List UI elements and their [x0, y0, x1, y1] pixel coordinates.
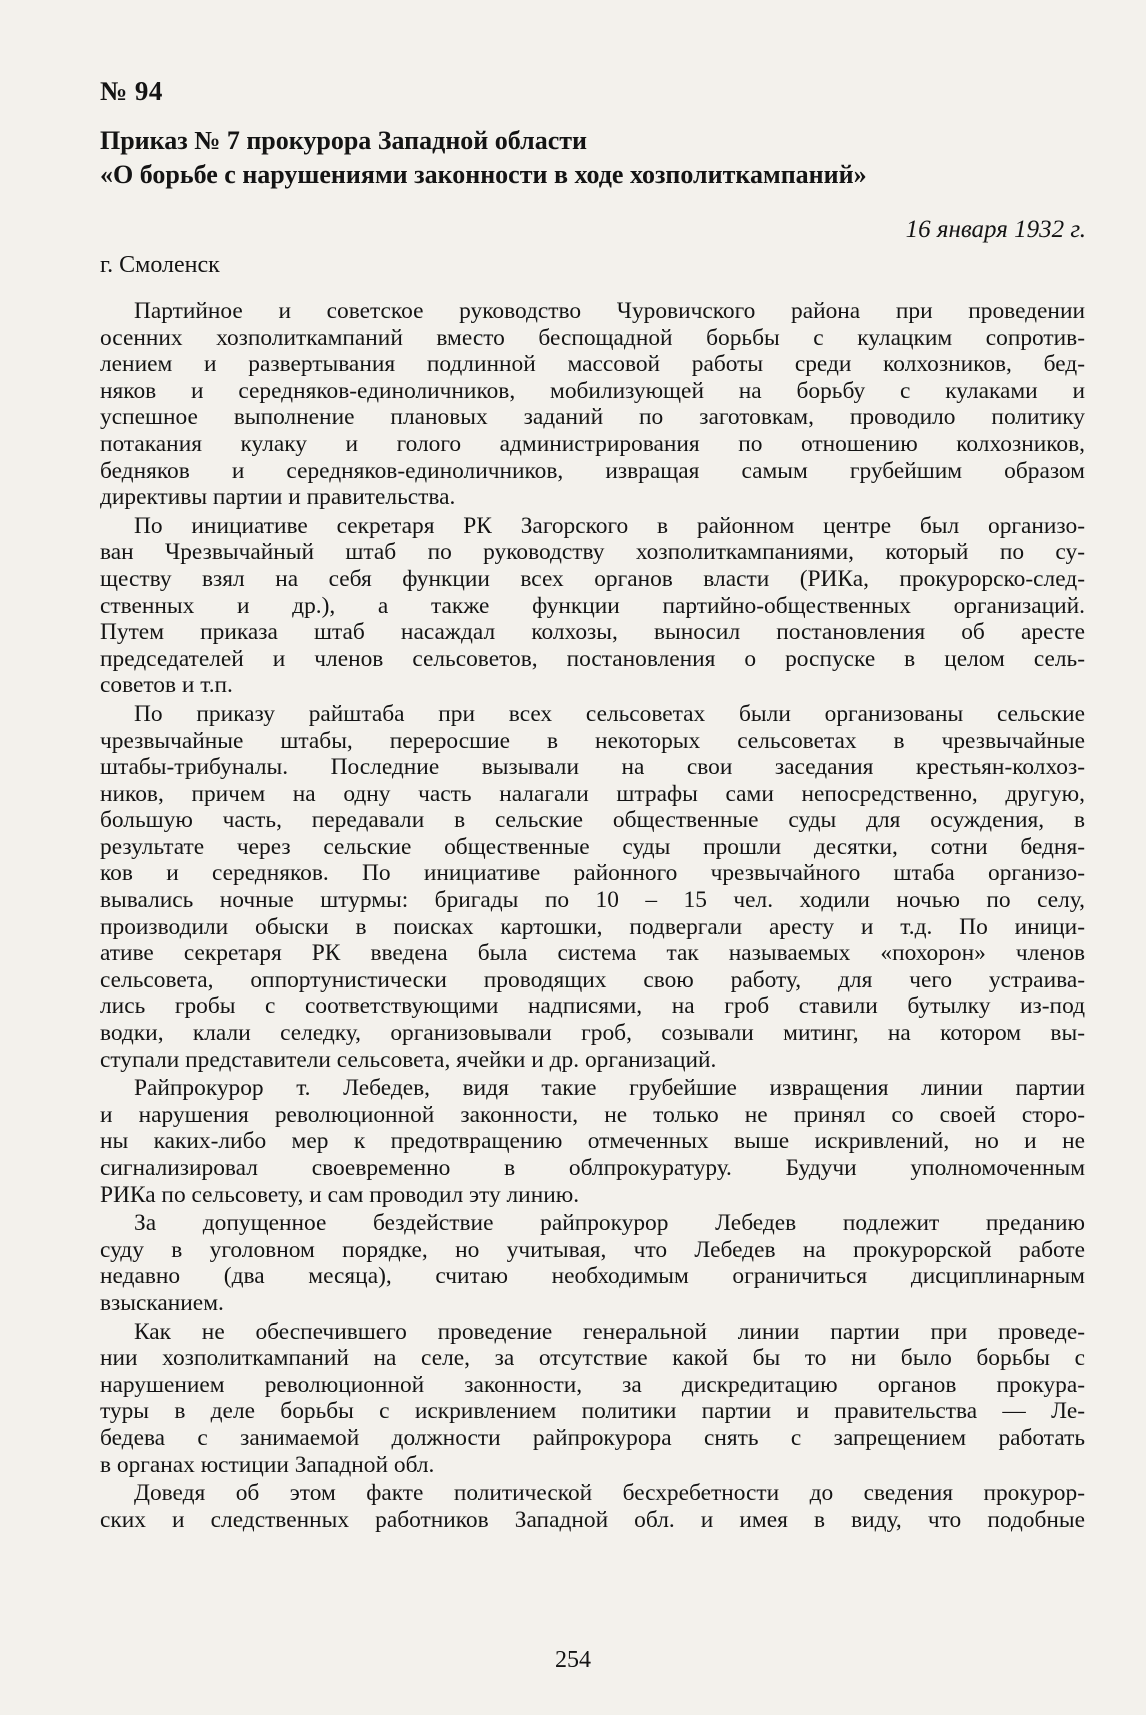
paragraph-line: ществу взял на себя функции всех органов власти (РИКа, прокурорско-след- [100, 565, 1085, 592]
paragraph-line: няков и середняков-единоличников, мобилизующей на борьбу с кулаками и [100, 377, 1085, 404]
paragraph-line: ны каких-либо мер к предотвращению отмеченных выше искривлений, но и не [100, 1128, 1085, 1155]
paragraph-line: Партийное и советское руководство Чуровичского района при проведении [134, 298, 1085, 324]
paragraph-line: нарушением революционной законности, за дискредитацию органов прокура- [100, 1371, 1085, 1398]
paragraph-line: советов и т.п. [100, 672, 233, 699]
paragraph-line: председателей и членов сельсоветов, постановления о роспуске в целом сель- [100, 645, 1085, 672]
paragraph-line: потакания кулаку и голого администрирования по отношению колхозников, [100, 430, 1085, 457]
paragraph-line: осенних хозполиткампаний вместо беспощадной борьбы с кулацким сопротив- [100, 324, 1085, 351]
paragraph-line: По инициативе секретаря РК Загорского в районном центре был организо- [134, 512, 1085, 539]
paragraph-line: За допущенное бездействие райпрокурор Лебедев подлежит преданию [134, 1210, 1085, 1237]
paragraph-line: бедева с занимаемой должности райпрокурора снять с запрещением работать [100, 1424, 1085, 1451]
paragraph-line: результате через сельские общественные суды прошли десятки, сотни бедня- [100, 833, 1085, 860]
paragraph-line: ативе секретаря РК введена была система так называемых «похорон» членов [100, 940, 1085, 967]
paragraph-line: лись гробы с соответствующими надписями, на гроб ставили бутылку из-под [100, 993, 1085, 1020]
paragraph-line: туры в деле борьбы с искривлением политики партии и правительства — Ле- [100, 1398, 1085, 1425]
paragraph-line: успешное выполнение плановых заданий по заготовкам, проводило политику [100, 404, 1085, 431]
paragraph-line: По приказу райштаба при всех сельсоветах были организованы сельские [134, 700, 1085, 727]
paragraph-line: ков и середняков. По инициативе районного чрезвычайного штаба организо- [100, 860, 1085, 887]
paragraph-line: суду в уголовном порядке, но учитывая, что Лебедев на прокурорской работе [100, 1236, 1085, 1263]
paragraph-line: Доведя об этом факте политической бесхребетности до сведения прокурор- [134, 1480, 1085, 1507]
paragraph [100, 513, 1085, 699]
paragraph-line: РИКа по сельсовету, и сам проводил эту линию. [100, 1181, 580, 1208]
page-number: 254 [555, 1647, 591, 1673]
paragraph-line: ственных и др.), а также функции партийно-общественных организаций. [100, 592, 1085, 619]
paragraph-line: бедняков и середняков-единоличников, извращая самым грубейшим образом [100, 457, 1085, 484]
paragraph-line: директивы партии и правительства. [100, 484, 456, 511]
paragraph-line: сельсовета, оппортунистически проводящих свою работу, для чего устраива- [100, 966, 1085, 993]
paragraph-line: чрезвычайные штабы, переросшие в некоторых сельсоветах в чрезвычайные [100, 727, 1085, 754]
document-date: 16 января 1932 г. [905, 216, 1086, 243]
paragraph-line: Путем приказа штаб насаждал колхозы, выносил постановления об аресте [100, 619, 1085, 646]
paragraph-line: водки, клали селедку, организовывали гроб, созывали митинг, на котором вы- [100, 1020, 1085, 1047]
paragraph-line: нии хозполиткампаний на селе, за отсутствие какой бы то ни было борьбы с [100, 1345, 1085, 1372]
paragraph [100, 1480, 1085, 1533]
document-title [100, 124, 1090, 192]
paragraph-line: штабы-трибуналы. Последние вызывали на свои заседания крестьян-колхоз- [100, 754, 1085, 781]
document-title-line: «О борьбе с нарушениями законности в ходе хозполиткампаний» [100, 160, 867, 189]
paragraph-line: ступали представители сельсовета, ячейки и др. организаций. [100, 1046, 717, 1073]
paragraph-line: вывались ночные штурмы: бригады по 10 – 15 чел. ходили ночью по селу, [100, 887, 1085, 914]
paragraph [100, 298, 1085, 511]
paragraph-line: Райпрокурор т. Лебедев, видя такие грубейшие извращения линии партии [134, 1075, 1085, 1102]
paragraph-line: ван Чрезвычайный штаб по руководству хозполиткампаниями, который по су- [100, 539, 1085, 566]
paragraph [100, 1075, 1085, 1208]
paragraph-line: ников, причем на одну часть налагали штрафы сами непосредственно, другую, [100, 780, 1085, 807]
paragraph-line: сигнализировал своевременно в облпрокуратуру. Будучи уполномоченным [100, 1155, 1085, 1181]
paragraph [100, 1210, 1085, 1316]
document-number: № 94 [100, 76, 163, 106]
document-place: г. Смоленск [100, 252, 220, 278]
document-title-line: Приказ № 7 прокурора Западной области [100, 126, 588, 155]
paragraph [100, 1319, 1085, 1479]
paragraph-line: недавно (два месяца), считаю необходимым ограничиться дисциплинарным [100, 1263, 1085, 1290]
paragraph-line: и нарушения революционной законности, не только не принял со своей сторо- [100, 1101, 1085, 1128]
paragraph [100, 701, 1085, 1073]
paragraph-line: производили обыски в поисках картошки, подвергали аресту и т.д. По иници- [100, 913, 1085, 940]
paragraph-line: Как не обеспечившего проведение генеральной линии партии при проведе- [134, 1318, 1085, 1345]
paragraph-line: ских и следственных работников Западной обл. и имея в виду, что подобные [100, 1506, 1085, 1533]
paragraph-line: взысканием. [100, 1289, 224, 1316]
paragraph-line: лением и развертывания подлинной массовой работы среди колхозников, бед- [100, 351, 1085, 378]
paragraph-line: большую часть, передавали в сельские общественные суды для осуждения, в [100, 807, 1085, 834]
document-body [100, 298, 1085, 1535]
paragraph-line: в органах юстиции Западной обл. [100, 1451, 435, 1478]
